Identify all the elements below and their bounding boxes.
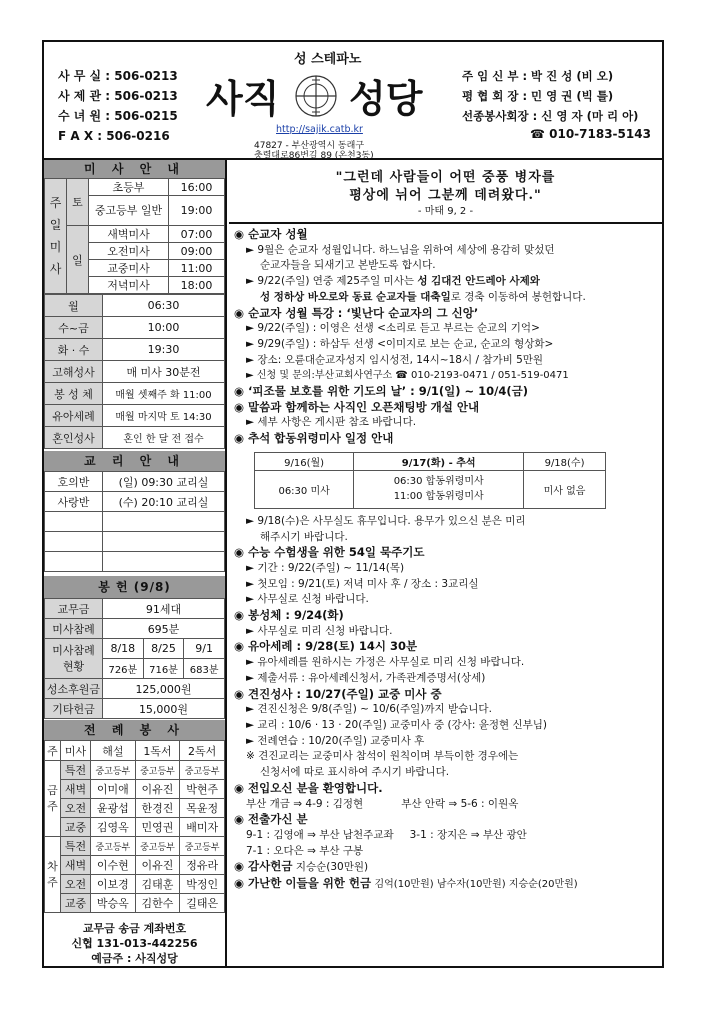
notice-text: 지승순(30만원) — [295, 861, 369, 874]
notice-line — [234, 290, 662, 306]
offering-label: 미사참례 — [45, 619, 103, 639]
mass-time: 09:00 — [169, 243, 225, 260]
quote-line-1: "그런데 사람들이 어떤 중풍 병자를 — [335, 170, 556, 185]
notice-baptism-title: ◉ 유아세례 : 9/28(토) 14시 30분 — [234, 639, 418, 654]
offering-table — [44, 598, 225, 719]
edu-class-info: (일) 09:30 교리실 — [103, 472, 225, 492]
mass-name: 초등부 — [89, 179, 169, 196]
notice-line: ※ 견진교리는 교중미사 참석이 원칙이며 부득이한 경우에는 — [246, 750, 519, 763]
notice-line: 해주시기 바랍니다. — [260, 530, 348, 543]
mass-time: 18:00 — [169, 277, 225, 294]
service-person: 이보경 — [91, 875, 136, 894]
service-person: 한경진 — [135, 799, 180, 818]
service-person: 민영권 — [135, 818, 180, 837]
notice-line: ► 사무실로 신청 바랍니다. — [246, 593, 369, 606]
notice-text: 김억(10만원) 남수자(10만원) 지승순(20만원) — [374, 879, 578, 891]
notice-line: ► 장소: 오륜대순교자성지 임시성전, 14시~18시 / 참가비 5만원 — [246, 353, 544, 366]
service-person: 정유라 — [180, 856, 225, 875]
service-person: 중고등부 — [91, 837, 136, 856]
notice-line: ► 교리 : 10/6 · 13 · 20(주일) 교중미사 중 (강사: 윤정현 신부님) — [246, 718, 547, 731]
notice-line — [234, 828, 662, 844]
offering-value: 125,000원 — [103, 679, 225, 699]
mass-time: 16:00 — [169, 179, 225, 196]
notices — [229, 224, 662, 893]
weekday-label: 고해성사 — [45, 361, 103, 383]
edu-empty-cell — [45, 532, 103, 552]
mass-time: 11:00 — [169, 260, 225, 277]
quote-line-2: 평상에 뉘어 그분께 데려왔다." — [349, 188, 542, 203]
service-person: 중고등부 — [135, 761, 180, 780]
notice-confirmation-title: ◉ 견진성사 : 10/27(주일) 교중 미사 중 — [234, 686, 442, 701]
offering-label: 성소후원금 — [45, 679, 103, 699]
offering-value: 15,000원 — [103, 699, 225, 719]
edu-empty-cell — [45, 512, 103, 532]
transfer-out-entry: 9-1 : 김영애 ⇒ 부산 남천주교좌 — [246, 828, 394, 841]
notice-line: ► 9월은 순교자 성월입니다. 하느님을 위하여 세상에 용감히 맞섰던 — [246, 243, 555, 256]
offering-value: 695분 — [103, 619, 225, 639]
weekday-label: 봉 성 체 — [45, 383, 103, 405]
week-label: 차주 — [45, 837, 61, 913]
service-person: 윤광섭 — [91, 799, 136, 818]
staff-council-president: 평 협 회 장 : 민 영 권 (빅 틀) — [462, 89, 614, 103]
notice-creation-prayer-title: ◉ ‘피조물 보호를 위한 기도의 날’ : 9/1(일) ~ 10/4(금) — [234, 384, 528, 399]
edu-empty-cell — [45, 552, 103, 572]
bank-line-account: 신협 131-013-442256 — [71, 937, 198, 950]
service-person: 배미자 — [180, 818, 225, 837]
mass-schedule-table — [44, 178, 225, 294]
service-person: 길태은 — [180, 894, 225, 913]
service-mass: 새벽 — [61, 780, 91, 799]
notice-line: ► 견진신청은 9/8(주일) ~ 10/6(주일)까지 받습니다. — [246, 703, 492, 716]
service-person: 김한수 — [135, 894, 180, 913]
notice-rosary-title: ◉ 수능 수험생을 위한 54일 묵주기도 — [234, 545, 425, 560]
notice-line: ► 9/29(주일) : 하삼두 선생 <이미지로 보는 순교, 순교의 형상화> — [246, 337, 554, 350]
service-person: 김태훈 — [135, 875, 180, 894]
offering-label: 교무금 — [45, 599, 103, 619]
service-person: 이유진 — [135, 780, 180, 799]
chuseok-cell — [354, 470, 524, 508]
contact-list — [58, 66, 178, 146]
mass-name: 저녁미사 — [89, 277, 169, 294]
notice-line: ► 제출서류 : 유아세례신청서, 가족관계증명서(상세) — [246, 671, 486, 684]
trend-date: 9/1 — [184, 639, 225, 659]
address-line-1: 47827 - 부산광역시 동래구 — [254, 141, 365, 151]
mass-name: 오전미사 — [89, 243, 169, 260]
trend-date: 8/25 — [143, 639, 184, 659]
mass-name: 새벽미사 — [89, 226, 169, 243]
notice-line: ► 기간 : 9/22(주일) ~ 11/14(목) — [246, 561, 405, 574]
chuseok-mass-line: 06:30 합동위령미사 — [393, 476, 484, 488]
service-person: 중고등부 — [135, 837, 180, 856]
chuseok-cell: 미사 없음 — [524, 470, 606, 508]
service-head: 주 — [45, 741, 61, 761]
chuseok-day-head: 9/18(수) — [524, 452, 606, 470]
service-mass: 교중 — [61, 894, 91, 913]
main-content — [229, 160, 662, 968]
service-mass: 특전 — [61, 837, 91, 856]
weekday-time: 19:30 — [103, 339, 225, 361]
notice-bold-text: 성 김대건 안드레아 사제와 — [417, 275, 540, 288]
service-mass: 새벽 — [61, 856, 91, 875]
service-person: 박정인 — [180, 875, 225, 894]
weekday-label: 화 · 수 — [45, 339, 103, 361]
service-section-title: 전 례 봉 사 — [44, 720, 225, 740]
service-person: 이미애 — [91, 780, 136, 799]
sunday-mass-label: 주일미사 — [45, 179, 67, 294]
offering-value: 91세대 — [103, 599, 225, 619]
service-person: 박승옥 — [91, 894, 136, 913]
weekday-label: 혼인성사 — [45, 427, 103, 449]
chuseok-day-head: 9/16(월) — [255, 452, 354, 470]
sidebar — [44, 160, 227, 968]
notice-text: ► 9/22(주일) 연중 제25주일 미사는 — [246, 275, 418, 288]
notice-bold-text: 성 정하상 바오로와 동료 순교자들 대축일 — [260, 290, 451, 303]
parish-subtitle: 성 스테파노 — [294, 52, 362, 67]
chuseok-mass-line: 11:00 합동위령미사 — [393, 491, 484, 503]
notice-line: ► 세부 사항은 게시판 참조 바랍니다. — [246, 416, 417, 429]
notice-thanks-offering — [234, 859, 662, 876]
parish-url-link[interactable]: http://sajik.catb.kr — [276, 124, 363, 135]
edu-empty-cell — [103, 512, 225, 532]
bulletin-page — [42, 40, 664, 968]
trend-date: 8/18 — [103, 639, 144, 659]
edu-empty-cell — [103, 552, 225, 572]
service-person: 중고등부 — [180, 761, 225, 780]
weekday-time: 혼인 한 달 전 접수 — [103, 427, 225, 449]
notice-text: 로 경축 이동하여 봉헌합니다. — [450, 290, 586, 303]
service-table — [44, 740, 225, 913]
notice-line: 7-1 : 오다은 ⇒ 부산 구봉 — [246, 844, 364, 857]
week-label: 금주 — [45, 761, 61, 837]
notice-line: ► 전례연습 : 10/20(주일) 교중미사 후 — [246, 734, 425, 747]
contact-rectory: 사 제 관 : 506-0213 — [58, 89, 178, 103]
notice-communion-title: ◉ 봉성체 : 9/24(화) — [234, 608, 344, 623]
service-mass: 교중 — [61, 818, 91, 837]
edu-section-title: 교 리 안 내 — [44, 451, 225, 471]
notice-lecture-title: ◉ 순교자 성월 특강 : ‘빛난다 순교자의 그 신앙’ — [234, 305, 479, 320]
trend-value: 726분 — [103, 659, 144, 679]
attendance-trend-label: 미사참례 현황 — [45, 639, 103, 679]
title-right: 성당 — [349, 77, 423, 121]
notice-line: ► 신청 및 문의:부산교회사연구소 ☎ 010-2193-0471 / 051-519-0471 — [246, 370, 569, 382]
notice-line: ► 사무실로 미리 신청 바랍니다. — [246, 624, 393, 637]
mass-name: 중고등부 일반 — [89, 196, 169, 226]
notice-line — [234, 274, 662, 290]
trend-value: 716분 — [143, 659, 184, 679]
service-person: 목윤정 — [180, 799, 225, 818]
bank-line-holder: 예금주 : 사직성당 — [91, 952, 178, 965]
weekday-time: 10:00 — [103, 317, 225, 339]
header — [44, 42, 662, 160]
mass-section-title: 미 사 안 내 — [44, 160, 225, 178]
trend-value: 683분 — [184, 659, 225, 679]
staff-pastor: 주 임 신 부 : 박 진 성 (비 오) — [462, 69, 614, 83]
service-mass: 오전 — [61, 875, 91, 894]
weekday-time: 매 미사 30분전 — [103, 361, 225, 383]
sunday-label: 일 — [67, 226, 89, 294]
edu-class-info: (수) 20:10 교리실 — [103, 492, 225, 512]
chuseok-day-head: 9/17(화) - 추석 — [354, 452, 524, 470]
notice-title: ◉ 감사헌금 — [234, 859, 293, 874]
chuseok-schedule-table — [254, 452, 606, 509]
staff-list — [462, 66, 638, 126]
notice-line: 신청서에 따로 표시하여 주시기 바랍니다. — [260, 766, 450, 779]
bank-info — [44, 921, 225, 966]
notice-line: ► 9/18(수)은 사무실도 휴무입니다. 용무가 있으신 분은 미리 — [246, 514, 526, 527]
service-mass: 오전 — [61, 799, 91, 818]
notice-chatroom-title: ◉ 말씀과 함께하는 사직인 오픈채팅방 개설 안내 — [234, 399, 480, 414]
chuseok-cell: 06:30 미사 — [255, 470, 354, 508]
edu-class-name: 호의반 — [45, 472, 103, 492]
weekday-time: 매월 셋째주 화 11:00 — [103, 383, 225, 405]
address-line-2: 충렬대로86번길 89 (온천3동) — [254, 151, 374, 161]
notice-martyrs-month-title: ◉ 순교자 성월 — [234, 227, 308, 241]
notice-transfer-out-title: ◉ 전출가신 분 — [234, 812, 308, 827]
service-mass: 특전 — [61, 761, 91, 780]
weekday-label: 월 — [45, 295, 103, 317]
service-person: 김영옥 — [91, 818, 136, 837]
service-head: 2독서 — [180, 741, 225, 761]
mass-time: 07:00 — [169, 226, 225, 243]
notice-line — [234, 797, 662, 813]
notice-welcome-title: ◉ 전입오신 분을 환영합니다. — [234, 780, 383, 795]
scripture-quote — [229, 160, 662, 224]
parish-logo-icon — [294, 74, 338, 118]
staff-funeral-service: 선종봉사회장 : 신 영 자 (마 리 아) — [462, 109, 639, 123]
quote-source: - 마태 9, 2 - — [417, 206, 474, 217]
notice-line: 순교자들을 되새기고 본받도록 합시다. — [260, 259, 436, 272]
mass-name: 교중미사 — [89, 260, 169, 277]
service-head: 1독서 — [135, 741, 180, 761]
title-left: 사직 — [206, 77, 280, 121]
weekday-schedule-table — [44, 294, 225, 449]
weekday-time: 매월 마지막 토 14:30 — [103, 405, 225, 427]
transfer-out-entry: 3-1 : 장지은 ⇒ 부산 광안 — [409, 828, 527, 841]
transfer-in-entry: 부산 안락 ⇒ 5-6 : 이원옥 — [401, 797, 519, 810]
weekday-label: 수~금 — [45, 317, 103, 339]
offering-section-title: 봉 헌 (9/8) — [44, 576, 225, 598]
edu-class-name: 사랑반 — [45, 492, 103, 512]
service-person: 박현주 — [180, 780, 225, 799]
mass-time: 19:00 — [169, 196, 225, 226]
service-person: 중고등부 — [180, 837, 225, 856]
notice-poor-offering — [234, 876, 662, 893]
transfer-in-entry: 부산 개금 ⇒ 4-9 : 김정현 — [246, 797, 364, 810]
service-head: 미사 — [61, 741, 91, 761]
notice-line: ► 9/22(주일) : 이영은 선생 <소리로 듣고 부르는 순교의 기억> — [246, 322, 540, 335]
weekday-label: 유아세례 — [45, 405, 103, 427]
phone-number: ☎ 010-7183-5143 — [530, 127, 651, 141]
notice-line: ► 첫모임 : 9/21(토) 저녁 미사 후 / 장소 : 3교리실 — [246, 577, 479, 590]
service-person: 중고등부 — [91, 761, 136, 780]
service-person: 이수현 — [91, 856, 136, 875]
edu-table — [44, 471, 225, 572]
service-head: 해설 — [91, 741, 136, 761]
offering-label: 기타헌금 — [45, 699, 103, 719]
notice-title: ◉ 가난한 이들을 위한 헌금 — [234, 876, 372, 891]
contact-office: 사 무 실 : 506-0213 — [58, 69, 178, 83]
edu-empty-cell — [103, 532, 225, 552]
service-person: 이유진 — [135, 856, 180, 875]
weekday-time: 06:30 — [103, 295, 225, 317]
notice-chuseok-title: ◉ 추석 합동위령미사 일정 안내 — [234, 431, 394, 446]
bank-line-title: 교무금 송금 계좌번호 — [82, 922, 187, 935]
contact-fax: F A X : 506-0216 — [58, 129, 170, 143]
contact-convent: 수 녀 원 : 506-0215 — [58, 109, 178, 123]
saturday-label: 토 — [67, 179, 89, 226]
notice-line: ► 유아세례를 원하시는 가정은 사무실로 미리 신청 바랍니다. — [246, 656, 525, 669]
